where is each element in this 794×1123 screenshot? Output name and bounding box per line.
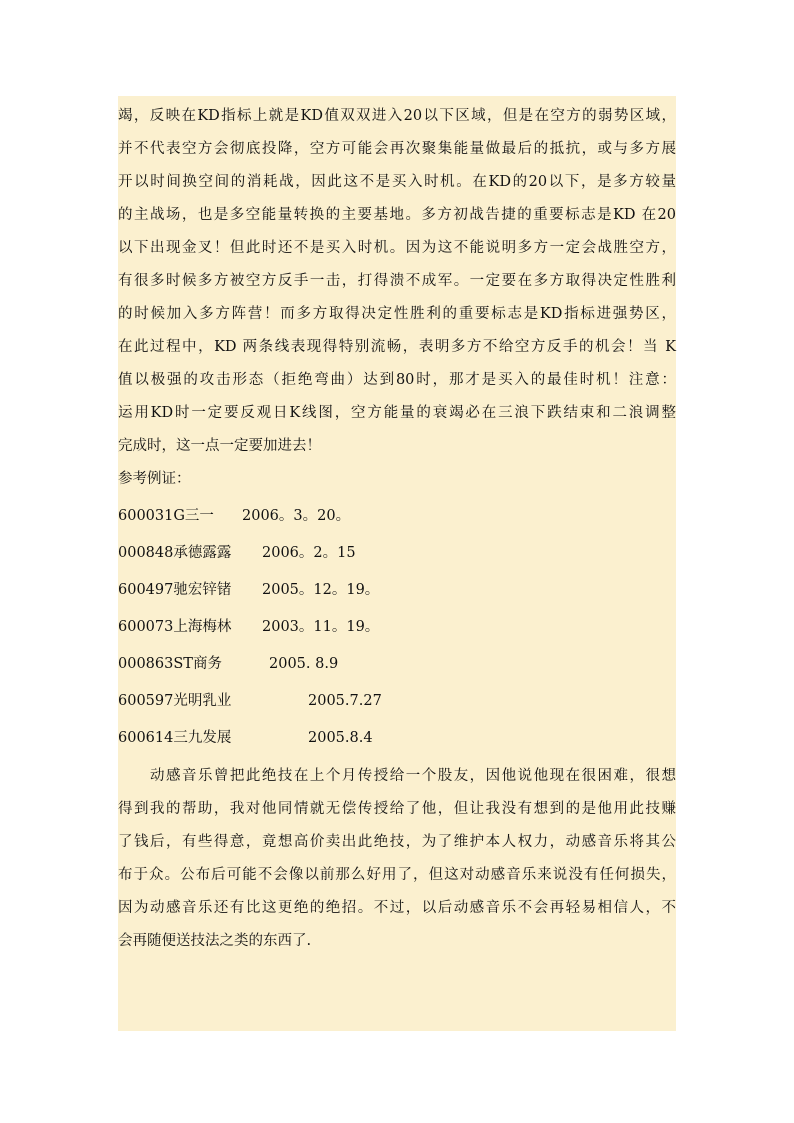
paragraph-line: 在此过程中，KD 两条线表现得特别流畅，表明多方不给空方反手的机会！当 K (118, 339, 676, 355)
paragraph-line: 了钱后，有些得意，竟想高价卖出此绝技，为了维护本人权力，动感音乐将其公 (118, 834, 676, 850)
reference-item (118, 581, 380, 599)
stock-code: 600614三九发展 (118, 730, 232, 746)
paragraph-line: 以下出现金叉！但此时还不是买入时机。因为这不能说明多方一定会战胜空方， (118, 240, 676, 256)
paragraph-line: 布于众。公布后可能不会像以前那么好用了，但这对动感音乐来说没有任何损失， (118, 867, 676, 883)
paragraph-line: 得到我的帮助，我对他同情就无偿传授给了他，但让我没有想到的是他用此技赚 (118, 801, 676, 817)
stock-code: 600031G三一 (118, 508, 214, 524)
stock-date: 2003。11。19。 (262, 619, 380, 635)
reference-item (118, 692, 382, 710)
paragraph-line: 的时候加入多方阵营！而多方取得决定性胜利的重要标志是KD指标进强势区， (118, 306, 676, 322)
reference-item (118, 544, 356, 562)
paragraph-line: 的主战场，也是多空能量转换的主要基地。多方初战告捷的重要标志是KD 在20 (118, 207, 676, 223)
paragraph-line: 竭，反映在KD指标上就是KD值双双进入20以下区域，但是在空方的弱势区域， (118, 108, 676, 124)
stock-code: 600597光明乳业 (118, 693, 232, 709)
paragraph-line: 完成时，这一点一定要加进去！ (118, 438, 321, 454)
stock-code: 600073上海梅林 (118, 619, 232, 635)
paragraph-line: 运用KD时一定要反观日K线图，空方能量的衰竭必在三浪下跌结束和二浪调整 (118, 405, 676, 421)
reference-item (118, 618, 380, 636)
document-body (118, 96, 676, 1031)
stock-date: 2006。3。20。 (242, 508, 351, 524)
stock-code: 600497驰宏锌锗 (118, 582, 232, 598)
stock-date: 2005。12。19。 (262, 582, 380, 598)
reference-item (118, 729, 373, 747)
paragraph-line: 开以时间换空间的消耗战，因此这不是买入时机。在KD的20以下，是多方较量 (118, 174, 676, 190)
reference-item (118, 655, 339, 673)
stock-date: 2006。2。15 (262, 545, 356, 561)
stock-date: 2005.8.4 (308, 730, 373, 746)
stock-code: 000863ST商务 (118, 656, 222, 672)
reference-item (118, 507, 351, 525)
reference-heading: 参考例证： (118, 471, 191, 487)
stock-date: 2005.7.27 (308, 693, 382, 709)
stock-code: 000848承德露露 (118, 545, 232, 561)
paragraph-line: 并不代表空方会彻底投降，空方可能会再次聚集能量做最后的抵抗，或与多方展 (118, 141, 676, 157)
paragraph-line: 因为动感音乐还有比这更绝的绝招。不过，以后动感音乐不会再轻易相信人，不 (118, 900, 676, 916)
paragraph-line: 值以极强的攻击形态（拒绝弯曲）达到80时，那才是买入的最佳时机！注意： (118, 372, 676, 388)
paragraph-line: 会再随便送技法之类的东西了. (118, 933, 312, 949)
paragraph-line: 有很多时候多方被空方反手一击，打得溃不成军。一定要在多方取得决定性胜利 (118, 273, 676, 289)
stock-date: 2005. 8.9 (269, 656, 339, 672)
paragraph-line: 动感音乐曾把此绝技在上个月传授给一个股友，因他说他现在很困难，很想 (150, 768, 676, 784)
